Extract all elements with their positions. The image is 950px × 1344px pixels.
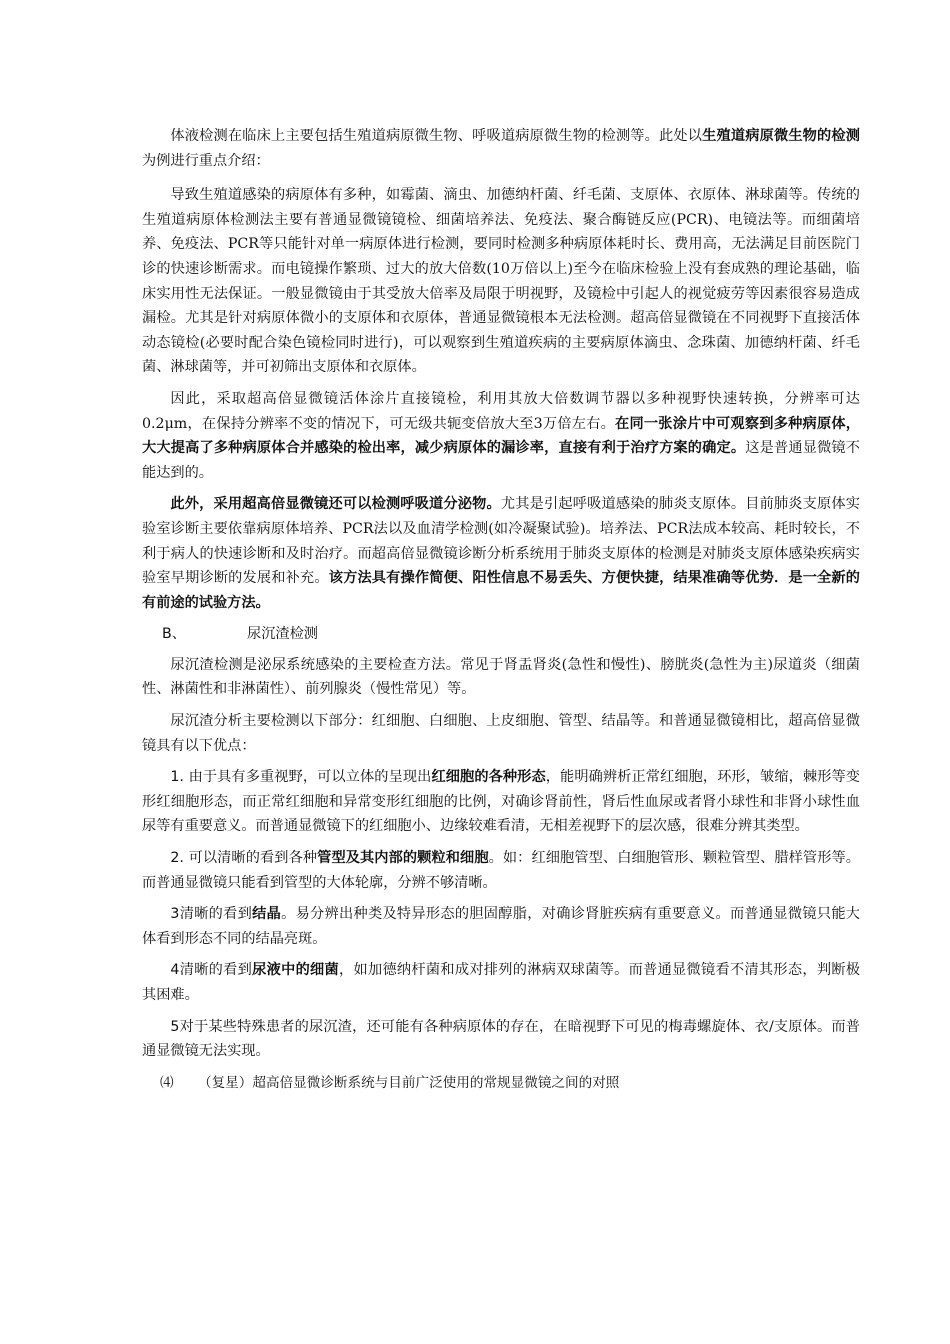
list-number: 4 [170,962,180,979]
bold-text: 生殖道病原微生物的检测 [702,128,860,144]
bold-text: 管型及其内部的颗粒和细胞 [317,850,489,867]
list-item-5 [142,1015,860,1064]
text: 因此，采取超高倍显微镜活体涂片直接镜检，利用其放大倍数调节器以多种视野快速转换，分辨率可达0.2μm，在保持分辨率不变的情况下，可无级共轭变倍放大至3万倍左右。 [142,390,860,432]
text: 。易分辨出种类及特异形态的胆固醇脂，对确诊肾脏疾病有重要意义。而普通显微镜只能大体看到形态不同的结晶亮斑。 [142,906,860,947]
section-heading-urine-sediment [142,622,860,647]
text: 由于具有多重视野，可以立体的呈现出 [188,769,432,786]
paragraph-urine-analysis [142,709,860,758]
section-number: ⑷ [160,1074,174,1091]
section-heading-comparison [142,1071,860,1096]
list-item-2 [142,846,860,895]
paragraph-body-fluid [142,124,860,173]
section-title: （复星）超高倍显微诊断系统与目前广泛使用的常规显微镜之间的对照 [198,1074,620,1091]
text: 体液检测在临床上主要包括生殖道病原微生物、呼吸道病原微生物的检测等。此处以 [170,128,703,144]
paragraph-genital-pathogens [142,183,860,380]
list-number: 5 [170,1018,180,1035]
list-item-4 [142,958,860,1007]
paragraph-microscope-advantage [142,387,860,485]
text: 清晰的看到 [179,906,253,923]
bold-text: 红细胞的各种形态 [431,769,546,786]
section-title: 尿沉渣检测 [247,626,318,643]
text: 尿沉渣分析主要检测以下部分：红细胞、白细胞、上皮细胞、管型、结晶等。和普通显微镜相比，超高倍显微镜具有以下优点： [142,713,860,754]
bold-text: 结晶 [252,906,282,923]
paragraph-urine-intro [142,653,860,702]
list-number: 3 [170,906,180,923]
text: 为例进行重点介绍： [142,152,270,169]
text: 尿沉渣检测是泌尿系统感染的主要检查方法。常见于肾盂肾炎(急性和慢性)、膀胱炎(急性为主)尿道炎（细菌性、淋菌性和非淋菌性）、前列腺炎（慢性常见）等。 [142,656,860,698]
bold-text: 此外，采用超高倍显微镜还可以检测呼吸道分泌物。 [170,496,501,513]
text: 对于某些特殊患者的尿沉渣，还可能有各种病原体的存在，在暗视野下可见的梅毒螺旋体、衣/支原体。而普通显微镜无法实现。 [142,1018,860,1060]
text: 尤其是引起呼吸道感染的肺炎支原体。目前肺炎支原体实验室诊断主要依靠病原体培养、PCR法以及血清学检测(如冷凝聚试验)。培养法、PCR法成本较高、耗时较长，不利于病人的快速诊断和及时治疗。而超高倍显微镜诊断分析系统用于肺炎支原体的检测是对肺炎支原体感染疾病实验室早期诊断的发展和补充。 [142,496,860,587]
paragraph-respiratory [142,492,860,615]
list-number: 2. [170,850,184,867]
list-item-1 [142,765,860,839]
bold-text: 该方法具有操作简便、阳性信息不易丢失、方便快捷，结果准确等优势．是一全新的有前途的试验方法。 [142,570,860,611]
list-item-3 [142,902,860,951]
text: 清晰的看到 [179,962,253,979]
bold-text: 尿液中的细菌 [252,962,340,979]
text: ，能明确辨析正常红细胞，环形，皱缩，棘形等变形红细胞形态，而正常红细胞和异常变形红细胞的比例，对确诊肾前性，肾后性血尿或者肾小球性和非肾小球性血尿等有重要意义。而普通显微镜下的红细胞小、边缘较难看清，无相差视野下的层次感，很难分辨其类型。 [142,769,860,835]
text: 可以清晰的看到各种 [188,850,318,867]
bold-text: 在同一张涂片中可观察到多种病原体，大大提高了多种病原体合并感染的检出率，减少病原体的漏诊率，直接有利于治疗方案的确定。 [142,415,860,457]
list-number: 1. [170,769,184,786]
text: ，如加德纳杆菌和成对排列的淋病双球菌等。而普通显微镜看不清其形态，判断极其困难。 [142,962,860,1003]
section-label: B、 [162,626,186,643]
document-body [142,124,860,1095]
text: 。如：红细胞管型、白细胞管形、颗粒管型、腊样管形等。而普通显微镜只能看到管型的大体轮廓，分辨不够清晰。 [142,850,860,891]
text: 这是普通显微镜不能达到的。 [142,440,860,481]
text: 导致生殖道感染的病原体有多种，如霉菌、滴虫、加德纳杆菌、纤毛菌、支原体、衣原体、淋球菌等。传统的生殖道病原体检测法主要有普通显微镜镜检、细菌培养法、免疫法、聚合酶链反应(PCR)、电镜法等。而细菌培养、免疫法、PCR等只能针对单一病原体进行检测，要同时检测多种病原体耗时长、费用高，无法满足目前医院门诊的快速诊断需求。而电镜操作繁琐、过大的放大倍数(10万倍以上)至今在临床检验上没有套成熟的理论基础，临床实用性无法保证。一般显微镜由于其受放大倍率及局限于明视野，及镜检中引起人的视觉疲劳等因素很容易造成漏检。尤其是针对病原体微小的支原体和衣原体，普通显微镜根本无法检测。超高倍显微镜在不同视野下直接活体动态镜检(必要时配合染色镜检同时进行)，可以观察到生殖道疾病的主要病原体滴虫、念珠菌、加德纳杆菌、纤毛菌、淋球菌等，并可初筛出支原体和衣原体。 [142,187,860,376]
